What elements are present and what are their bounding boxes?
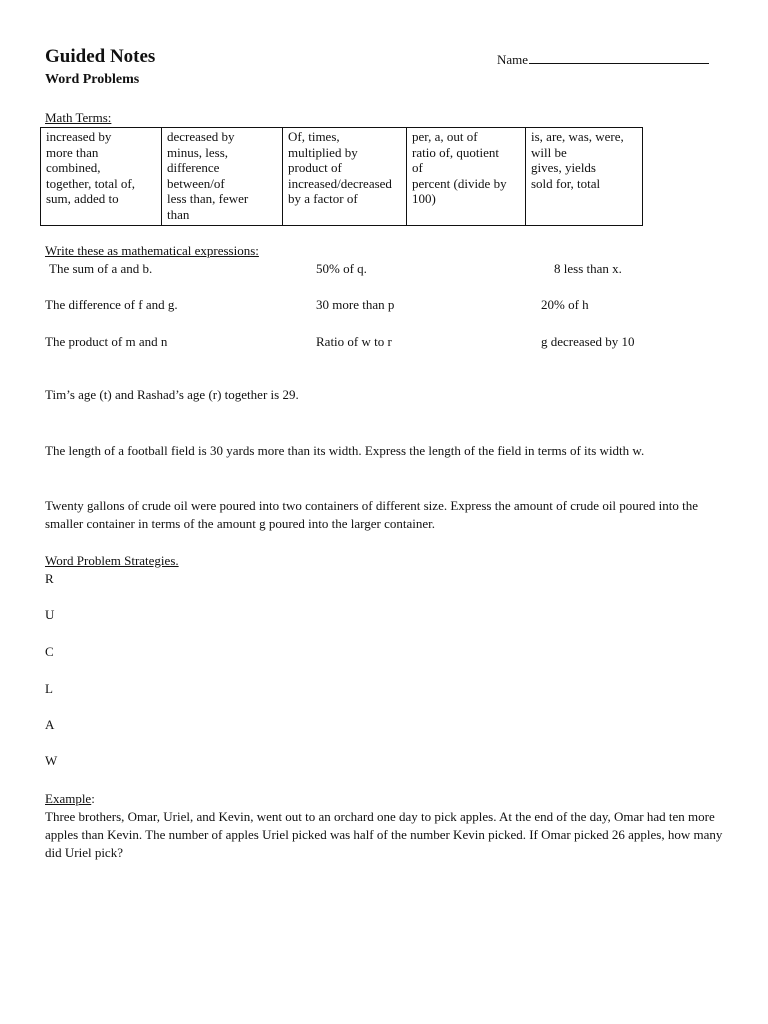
term: gives, yields	[531, 160, 596, 176]
term: of	[412, 160, 423, 176]
term: is, are, was, were,	[531, 129, 624, 144]
term: multiplied by	[288, 144, 358, 160]
term: difference	[167, 160, 220, 176]
terms-cell-multiplication	[283, 128, 407, 226]
table-row	[41, 128, 643, 226]
term: less than, fewer	[167, 191, 249, 207]
expression-item: Ratio of w to r	[316, 334, 392, 349]
page-title: Guided Notes	[45, 46, 156, 67]
example-text: Three brothers, Omar, Uriel, and Kevin, went out to an orchard one day to pick apples. At the end of the day, Omar had ten more apples than Kevin. The number of apples Uriel picked was half of the number Kevin picked. If Omar picked 26 apples, how many did Uriel pick?	[45, 809, 723, 860]
term: product of	[288, 160, 342, 176]
strategies-heading: Word Problem Strategies.	[45, 553, 179, 568]
term: ratio of, quotient	[412, 144, 500, 160]
term: than	[167, 206, 190, 222]
problem-text: Twenty gallons of crude oil were poured into two containers of different size. Express the amount of crude oil poured into the smaller container in terms of the amount g poured into the larger container.	[45, 498, 698, 531]
expression-item: 50% of q.	[316, 261, 367, 276]
strategy-letter: R	[45, 571, 54, 586]
example-label: Example	[45, 791, 92, 806]
expression-item: 30 more than p	[316, 297, 395, 312]
term: percent (divide by	[412, 175, 507, 191]
math-terms-heading: Math Terms:	[45, 110, 112, 125]
term: together, total of,	[46, 175, 136, 191]
strategy-letter: W	[45, 753, 58, 768]
name-label: Name	[497, 52, 529, 67]
expression-item: The difference of f and g.	[45, 297, 178, 312]
term: between/of	[167, 175, 225, 191]
name-field	[497, 51, 709, 68]
expressions-heading: Write these as mathematical expressions:	[45, 243, 259, 258]
strategy-letter: A	[45, 717, 55, 732]
term: combined,	[46, 160, 101, 176]
term: 100)	[412, 191, 436, 207]
strategy-letter: L	[45, 681, 53, 696]
term: increased/decreased	[288, 175, 392, 191]
term: Of, times,	[288, 129, 340, 144]
expression-item: The sum of a and b.	[49, 261, 153, 276]
term: sum, added to	[46, 191, 119, 207]
expression-item: The product of m and n	[45, 334, 168, 349]
strategy-letter: U	[45, 607, 55, 622]
page-subtitle: Word Problems	[45, 72, 140, 87]
expression-item: 8 less than x.	[554, 261, 622, 276]
term: minus, less,	[167, 144, 229, 160]
term: will be	[531, 144, 567, 160]
expression-item: g decreased by 10	[541, 334, 635, 349]
problem-text: Tim’s age (t) and Rashad’s age (r) together is 29.	[45, 387, 299, 402]
term: more than	[46, 144, 99, 160]
term: per, a, out of	[412, 129, 478, 144]
math-terms-table	[40, 127, 643, 226]
name-blank-line	[529, 51, 709, 64]
term: by a factor of	[288, 191, 358, 207]
example-heading: Example:	[45, 791, 95, 806]
terms-cell-equals	[526, 128, 643, 226]
terms-cell-addition	[41, 128, 162, 226]
terms-cell-subtraction	[162, 128, 283, 226]
strategy-letter: C	[45, 644, 54, 659]
term: increased by	[46, 129, 112, 144]
term: sold for, total	[531, 175, 601, 191]
term: decreased by	[167, 129, 235, 144]
terms-cell-division	[407, 128, 526, 226]
problem-text: The length of a football field is 30 yards more than its width. Express the length of the field in terms of its width w.	[45, 443, 645, 458]
expression-item: 20% of h	[541, 297, 589, 312]
